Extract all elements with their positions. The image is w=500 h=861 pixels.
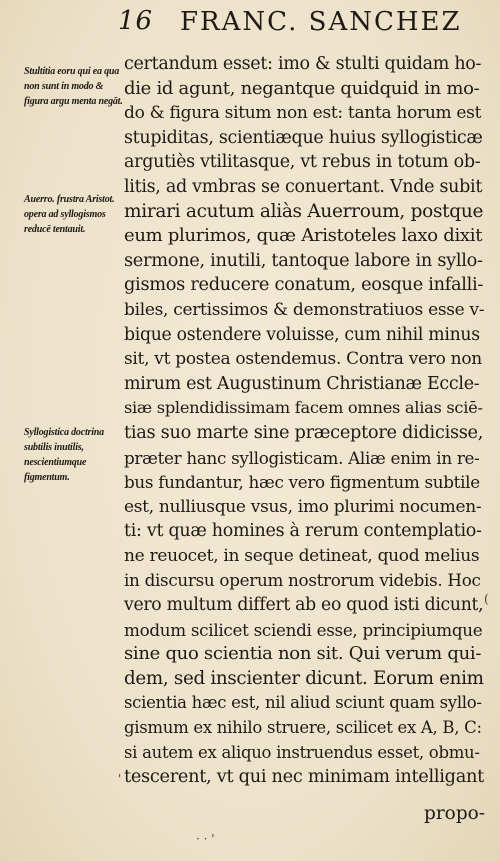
text-line: sit, vt postea ostendemus. Contra vero non	[124, 349, 482, 370]
text-line: scientia hæc est, nil aliud sciunt quam syllo-	[124, 693, 482, 713]
text-line: est, nulliusque vsus, imo plurimi nocumen-	[124, 496, 482, 517]
text-line: biles, certissimos & demonstratiuos esse v-	[124, 299, 485, 320]
text-line: litis, ad vmbras se conuertant. Vnde subit	[124, 176, 483, 197]
margin-note: Auerro. frustra Aristot. opera ad syllogismos reducē tentauit.	[24, 194, 115, 235]
text-line: stupiditas, scientiæque huius syllogisticæ	[124, 127, 483, 148]
text-line: siæ splendidissimam facem omnes alias sciē-	[124, 398, 483, 418]
margin-note: Stultitia eoru qui ea qua non sunt in modo & figura argu menta negāt.	[24, 66, 123, 107]
text-line: do & figura situm non est: tanta horum est	[124, 103, 482, 124]
text-line: bus fundantur, hæc vero figmentum subtile	[124, 472, 480, 493]
text-line: tias suo marte sine præceptore didicisse,	[124, 422, 484, 443]
text-line: modum scilicet sciendi esse, principiumque	[124, 619, 483, 640]
text-line: in discursu operum nostrorum videbis. Hoc	[124, 570, 481, 591]
text-line: eum plurimos, quæ Aristoteles laxo dixit	[124, 225, 483, 247]
catchword: propo-	[424, 803, 486, 824]
margin-notes	[0, 0, 125, 861]
page-number: 16	[118, 6, 154, 36]
text-line: mirum est Augustinum Christianæ Eccle-	[124, 373, 480, 394]
bracket-mark: (	[484, 592, 489, 606]
text-line: ti: vt quæ homines à rerum contemplatio-	[124, 521, 482, 542]
ink-mark: '	[118, 772, 122, 786]
page-header	[118, 6, 478, 42]
text-line: certandum esset: imo & stulti quidam ho-	[124, 54, 482, 74]
text-line: bique ostendere voluisse, cum nihil minus	[124, 324, 480, 345]
text-line: si autem ex aliquo instruendus esset, obmu-	[124, 742, 480, 762]
running-head: FRANC. SANCHEZ	[180, 7, 462, 37]
text-line: sermone, inutili, tantoque labore in syllo-	[124, 250, 483, 271]
body-text	[124, 52, 484, 790]
text-line: vero multum differt ab eo quod isti dicunt,	[124, 595, 484, 616]
text-line: præter hanc syllogisticam. Aliæ enim in re-	[124, 447, 480, 468]
text-line: dem, sed inscienter dicunt. Eorum enim	[124, 667, 484, 689]
text-line: argutiès vtilitasque, vt rebus in totum ob-	[124, 152, 481, 173]
text-line: tescerent, vt qui nec minimam intelligant	[124, 767, 484, 788]
text-line: die id agunt, negantque quidquid in mo-	[124, 77, 480, 99]
ink-mark: · · '	[196, 832, 215, 846]
text-line: gismum ex nihilo struere, scilicet ex A, B, C:	[124, 718, 482, 738]
text-line: mirari acutum aliàs Auerroum, postque	[124, 200, 484, 222]
margin-note: Syllogistica doctrina subtilis inutilis, nescientiumque figmentum.	[24, 427, 104, 483]
text-line: ne reuocet, in seque detineat, quod melius	[124, 545, 480, 566]
text-line: gismos reducere conatum, eosque infalli-	[124, 275, 484, 296]
text-line: sine quo scientia non sit. Qui verum qui-	[124, 643, 482, 665]
